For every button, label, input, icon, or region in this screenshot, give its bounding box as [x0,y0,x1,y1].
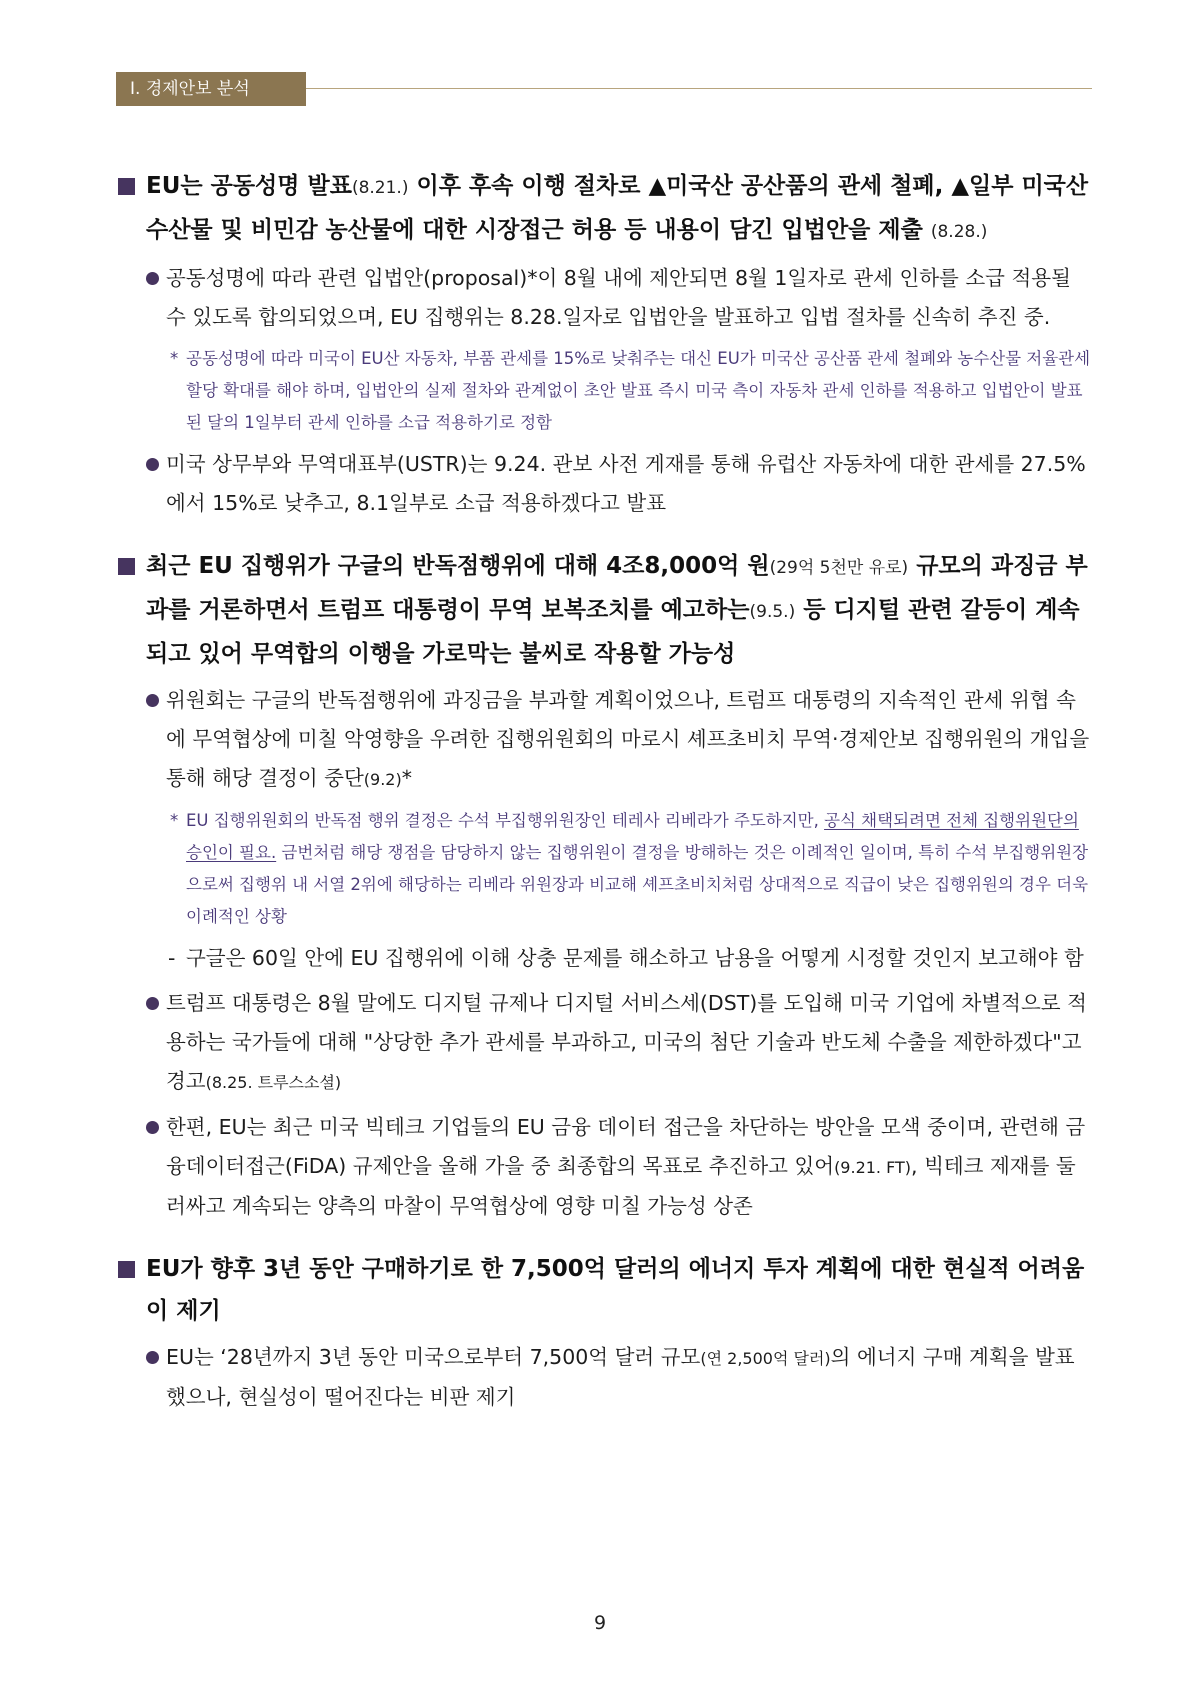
circle-bullet-icon [146,1121,159,1134]
heading-text: EU가 향후 3년 동안 구매하기로 한 7,500억 달러의 에너지 투자 계획에 대한 현실적 어려움이 제기 [146,1256,1085,1324]
square-bullet-icon [118,178,135,195]
bullet-paragraph [118,681,1092,799]
bullet-text: 위원회는 구글의 반독점행위에 과징금을 부과할 계획이었으나, 트럼프 대통령의 지속적인 관세 위협 속에 무역협상에 미칠 악영향을 우려한 집행위원회의 마로시 셰프초비치 무역·경제안보 집행위원의 개입을 통해 해당 결정이 중단 [166,688,1090,790]
page-number: 9 [593,1612,607,1634]
footnote-marker: * [170,349,179,368]
dash-paragraph [118,939,1092,978]
section-header-label: Ⅰ. 경제안보 분석 [130,79,250,99]
section-heading-1 [118,165,1092,253]
circle-bullet-icon [146,272,159,285]
heading-text: 등 디지털 관련 갈등이 계속되고 있어 무역합의 이행을 가로막는 불씨로 작용할 가능성 [146,597,1080,667]
footnote-text: EU 집행위원회의 반독점 행위 결정은 수석 부집행위원장인 테레사 리베라가 주도하지만, [186,811,825,830]
heading-note: (29억 5천만 유로) [769,558,909,578]
bullet-source: (9.21. FT) [834,1158,912,1177]
bullet-text: 미국 상무부와 무역대표부(USTR)는 9.24. 관보 사전 게재를 통해 유럽산 자동차에 대한 관세를 27.5%에서 15%로 낮추고, 8.1일부로 소급 적용하겠다고 발표 [166,452,1086,515]
footnote [118,805,1092,933]
bullet-paragraph [118,1108,1092,1226]
document-body [118,165,1092,1417]
section-header-tab [116,72,306,106]
heading-text: 최근 EU 집행위가 구글의 반독점행위에 대해 4조8,000억 원 [146,553,770,579]
bullet-date: (9.2) [363,770,402,789]
footnote-text: 공동성명에 따라 미국이 EU산 자동차, 부품 관세를 15%로 낮춰주는 대신 EU가 미국산 공산품 관세 철폐와 농수산물 저율관세 할당 확대를 해야 하며, 입법안의 실제 절차와 관계없이 초안 발표 즉시 미국 측이 자동차 관세 인하를 적용하고 입법안이 발표된 달의 1일부터 관세 인하를 소급 적용하기로 정함 [186,349,1091,432]
header-divider [306,88,1092,89]
dash-marker: - [168,946,176,970]
section-heading-2 [118,545,1092,675]
bullet-paragraph [118,1338,1092,1417]
bullet-note: (연 2,500억 달러) [700,1349,831,1368]
heading-date: (9.5.) [749,602,796,622]
bullet-text: EU는 ‘28년까지 3년 동안 미국으로부터 7,500억 달러 규모 [166,1345,701,1369]
footnote-marker: * [170,811,179,830]
circle-bullet-icon [146,997,159,1010]
bullet-text: 의 에너지 구매 계획을 발표했으나, 현실성이 떨어진다는 비판 제기 [166,1345,1075,1409]
section-heading-3 [118,1248,1092,1332]
circle-bullet-icon [146,694,159,707]
circle-bullet-icon [146,1351,159,1364]
circle-bullet-icon [146,458,159,471]
bullet-paragraph [118,984,1092,1102]
heading-text: 이후 후속 이행 절차로 ▲미국산 공산품의 관세 철폐, ▲일부 미국산 수산물 및 비민감 농산물에 대한 시장접근 허용 등 내용이 담긴 입법안을 제출 [146,173,1089,243]
square-bullet-icon [118,1261,135,1278]
bullet-text: 한편, EU는 최근 미국 빅테크 기업들의 EU 금융 데이터 접근을 차단하는 방안을 모색 중이며, 관련해 금융데이터접근(FiDA) 규제안을 올해 가을 중 최종합의 목표로 추진하고 있어 [166,1115,1086,1178]
bullet-text: 트럼프 대통령은 8월 말에도 디지털 규제나 디지털 서비스세(DST)를 도입해 미국 기업에 차별적으로 적용하는 국가들에 대해 "상당한 추가 관세를 부과하고, 미국의 첨단 기술과 반도체 수출을 제한하겠다"고 경고 [166,991,1087,1093]
heading-date: (8.28.) [930,222,988,242]
heading-text: 규모의 과징금 부과를 거론하면서 트럼프 대통령이 무역 보복조치를 예고하는 [146,553,1088,623]
bullet-marker: * [401,766,412,790]
heading-text: EU는 공동성명 발표 [146,173,352,199]
footnote-underlined-text: 공식 채택되려면 전체 집행위원단의 승인이 필요. [186,811,1079,862]
square-bullet-icon [118,558,135,575]
bullet-text: , 빅테크 제재를 둘러싸고 계속되는 양측의 마찰이 무역협상에 영향 미칠 가능성 상존 [166,1154,1076,1218]
bullet-paragraph [118,259,1092,337]
footnote [118,343,1092,439]
footnote-text: 금번처럼 해당 쟁점을 담당하지 않는 집행위원이 결정을 방해하는 것은 이례적인 일이며, 특히 수석 부집행위원장으로써 집행위 내 서열 2위에 해당하는 리베라 위원장과 비교해 셰프초비치처럼 상대적으로 직급이 낮은 집행위원의 경우 더욱 이례적인 상황 [186,843,1089,926]
dash-text: 구글은 60일 안에 EU 집행위에 이해 상충 문제를 해소하고 남용을 어떻게 시정할 것인지 보고해야 함 [186,946,1084,970]
heading-date: (8.21.) [351,178,409,198]
bullet-source: (8.25. 트루스소셜) [205,1073,342,1092]
bullet-paragraph [118,445,1092,523]
bullet-text: 공동성명에 따라 관련 입법안(proposal)*이 8월 내에 제안되면 8월 1일자로 관세 인하를 소급 적용될 수 있도록 합의되었으며, EU 집행위는 8.28.일자로 입법안을 발표하고 입법 절차를 신속히 추진 중. [166,266,1071,329]
